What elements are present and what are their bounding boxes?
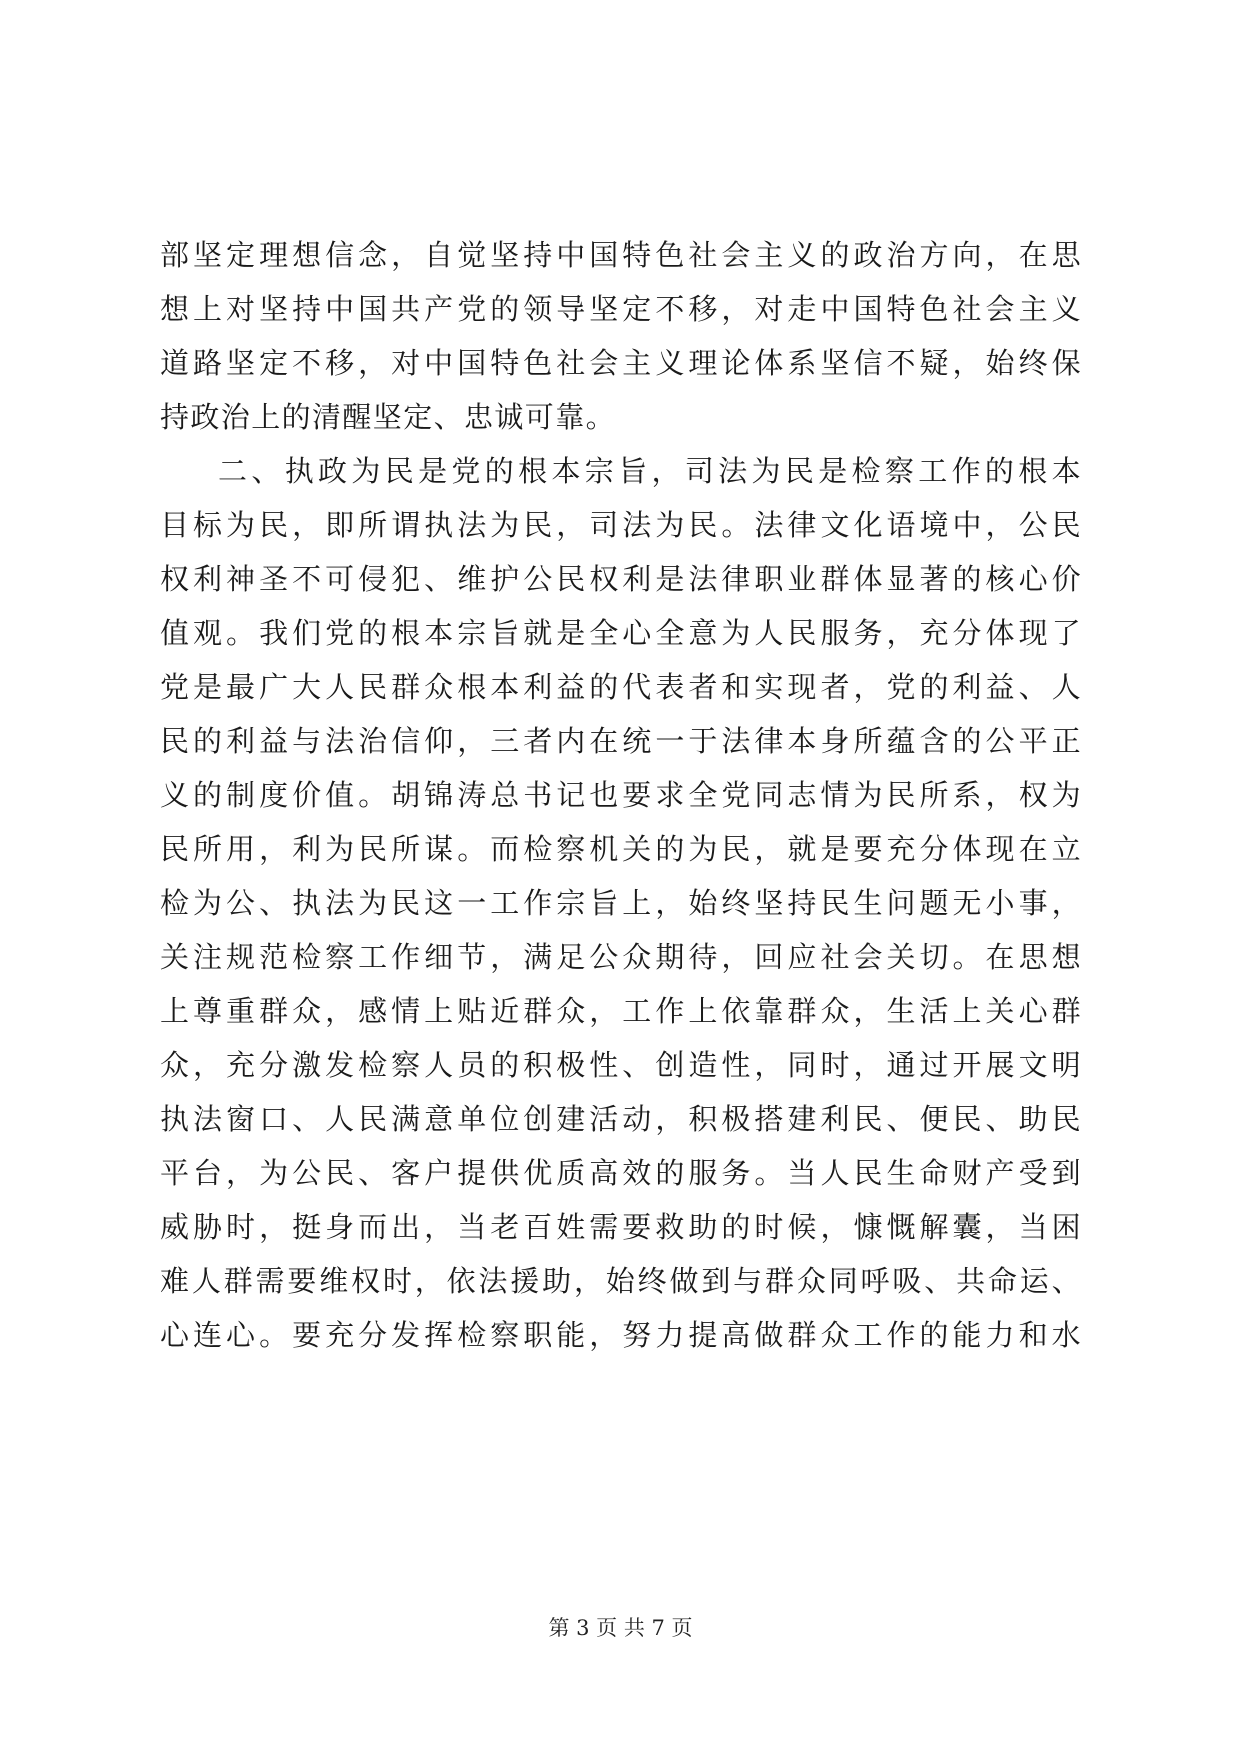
text-line: 难人群需要维权时，依法援助，始终做到与群众同呼吸、共命运、 (160, 1264, 1082, 1298)
text-line: 义的制度价值。胡锦涛总书记也要求全党同志情为民所系，权为 (160, 778, 1082, 812)
body-text (160, 228, 1082, 1362)
text-line: 关注规范检察工作细节，满足公众期待，回应社会关切。在思想 (160, 940, 1082, 974)
text-line: 部坚定理想信念，自觉坚持中国特色社会主义的政治方向，在思 (160, 238, 1082, 272)
text-line: 二、执政为民是党的根本宗旨，司法为民是检察工作的根本 (218, 454, 1082, 488)
text-line: 上尊重群众，感情上贴近群众，工作上依靠群众，生活上关心群 (160, 994, 1082, 1028)
page-number-footer: 第 3 页 共 7 页 (548, 1616, 693, 1640)
text-line: 道路坚定不移，对中国特色社会主义理论体系坚信不疑，始终保 (160, 346, 1082, 380)
text-line: 检为公、执法为民这一工作宗旨上，始终坚持民生问题无小事， (160, 886, 1082, 920)
text-line: 执法窗口、人民满意单位创建活动，积极搭建利民、便民、助民 (160, 1102, 1082, 1136)
text-line: 权利神圣不可侵犯、维护公民权利是法律职业群体显著的核心价 (160, 562, 1082, 596)
text-line: 威胁时，挺身而出，当老百姓需要救助的时候，慷慨解囊，当困 (160, 1210, 1082, 1244)
text-line: 众，充分激发检察人员的积极性、创造性，同时，通过开展文明 (160, 1048, 1082, 1082)
text-line: 民所用，利为民所谋。而检察机关的为民，就是要充分体现在立 (160, 832, 1082, 866)
text-line: 心连心。要充分发挥检察职能，努力提高做群众工作的能力和水 (160, 1318, 1082, 1352)
text-line: 目标为民，即所谓执法为民，司法为民。法律文化语境中，公民 (160, 508, 1082, 542)
text-line: 民的利益与法治信仰，三者内在统一于法律本身所蕴含的公平正 (160, 724, 1082, 758)
text-line: 平台，为公民、客户提供优质高效的服务。当人民生命财产受到 (160, 1156, 1082, 1190)
text-line: 值观。我们党的根本宗旨就是全心全意为人民服务，充分体现了 (160, 616, 1082, 650)
text-line: 想上对坚持中国共产党的领导坚定不移，对走中国特色社会主义 (160, 292, 1082, 326)
text-line: 党是最广大人民群众根本利益的代表者和实现者，党的利益、人 (160, 670, 1082, 704)
text-line: 持政治上的清醒坚定、忠诚可靠。 (160, 400, 617, 434)
